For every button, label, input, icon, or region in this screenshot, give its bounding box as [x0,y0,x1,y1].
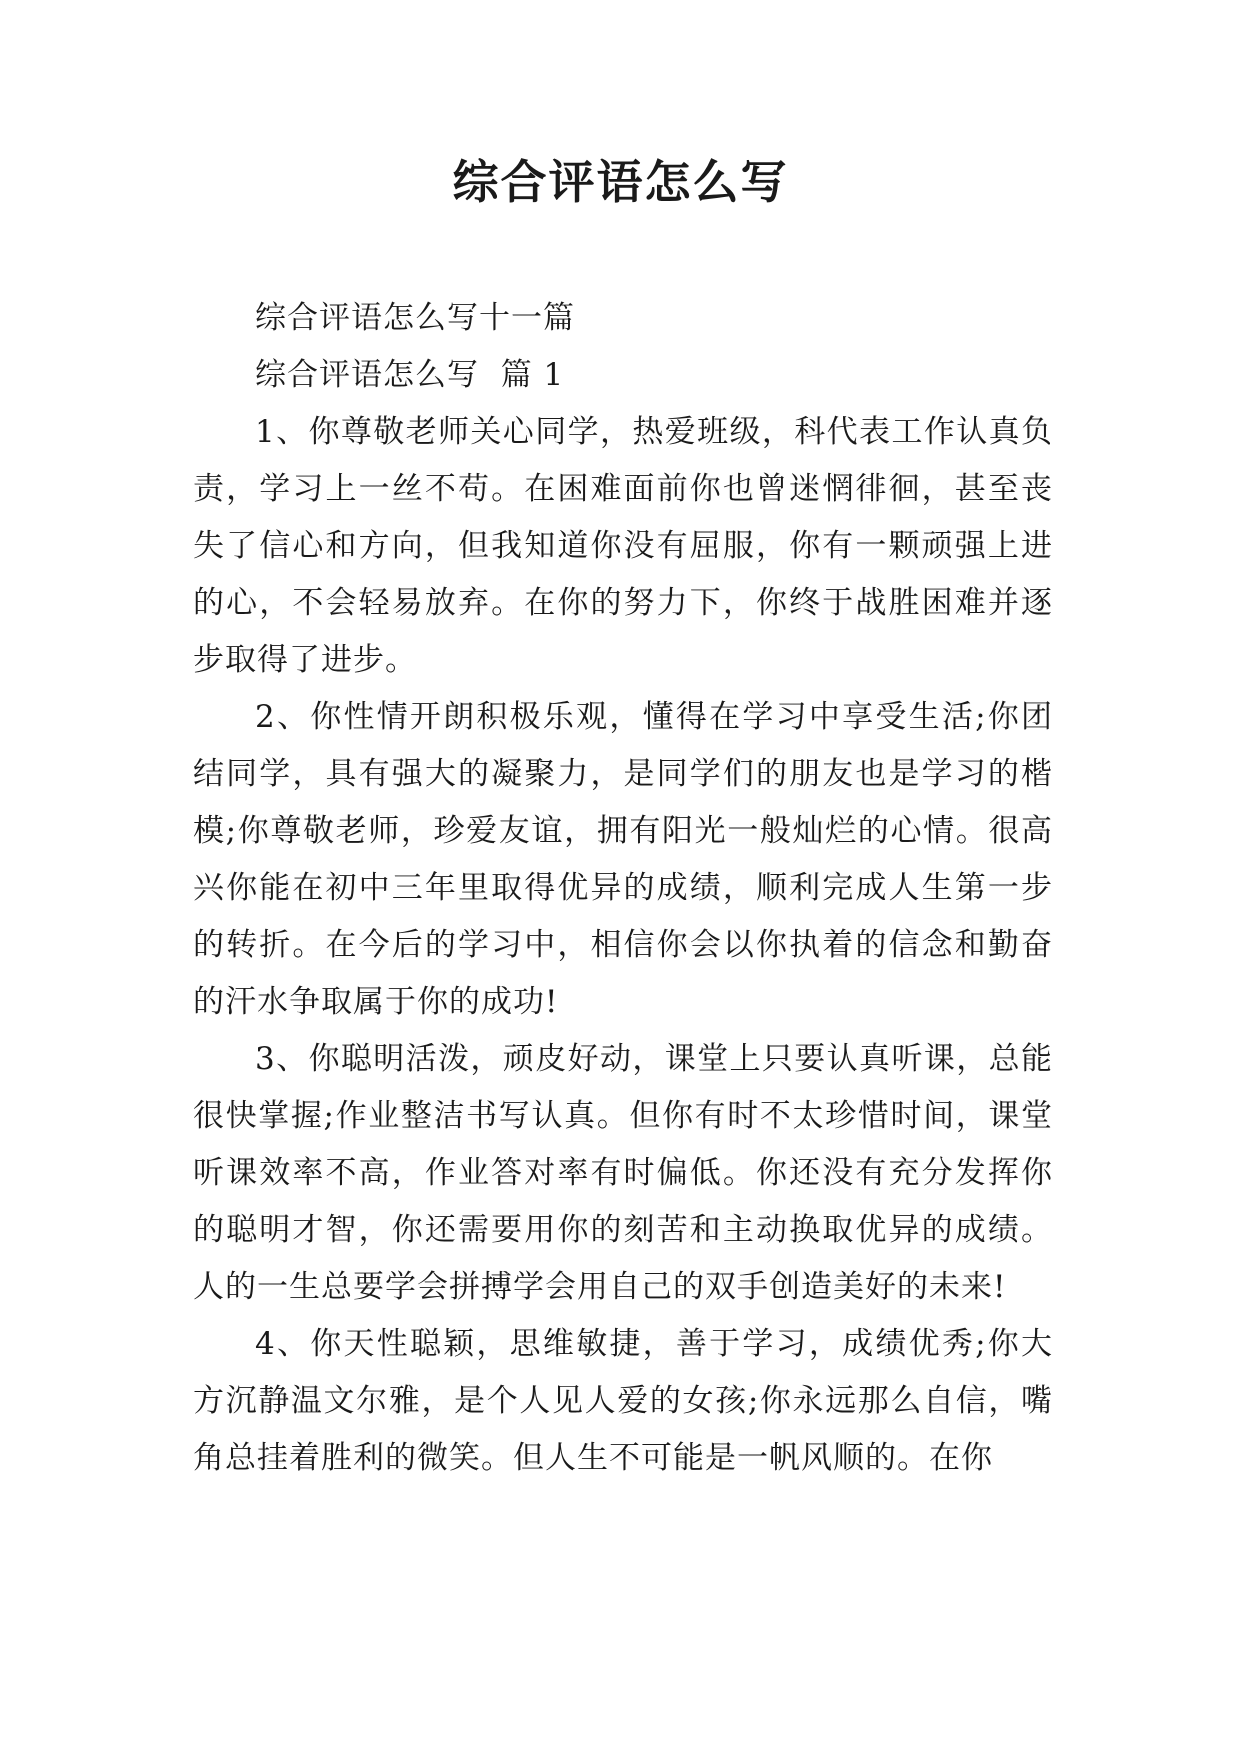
document-subtitle: 综合评语怎么写十一篇 [255,300,575,336]
paragraph-3: 3、你聪明活泼，顽皮好动，课堂上只要认真听课，总能很快掌握;作业整洁书写认真。但你有时不太珍惜时间，课堂听课效率不高，作业答对率有时偏低。你还没有充分发挥你的聪明才智，你还需要用你的刻苦和主动换取优异的成绩。人的一生总要学会拼搏学会用自己的双手创造美好的未来! [193,1041,1053,1305]
paragraph-4: 4、你天性聪颖，思维敏捷，善于学习，成绩优秀;你大方沉静温文尔雅，是个人见人爱的女孩;你永远那么自信，嘴角总挂着胜利的微笑。但人生不可能是一帆风顺的。在你 [193,1326,1053,1476]
paragraph-2: 2、你性情开朗积极乐观，懂得在学习中享受生活;你团结同学，具有强大的凝聚力，是同学们的朋友也是学习的楷模;你尊敬老师，珍爱友谊，拥有阳光一般灿烂的心情。很高兴你能在初中三年里取得优异的成绩，顺利完成人生第一步的转折。在今后的学习中，相信你会以你执着的信念和勤奋的汗水争取属于你的成功! [193,699,1053,1020]
document-body [193,290,1053,1487]
section-heading: 综合评语怎么写 篇 1 [255,357,565,393]
document-title: 综合评语怎么写 [452,155,789,209]
paragraph-1: 1、你尊敬老师关心同学，热爱班级，科代表工作认真负责，学习上一丝不苟。在困难面前你也曾迷惘徘徊，甚至丧失了信心和方向，但我知道你没有屈服，你有一颗顽强上进的心，不会轻易放弃。在你的努力下，你终于战胜困难并逐步取得了进步。 [193,414,1053,678]
